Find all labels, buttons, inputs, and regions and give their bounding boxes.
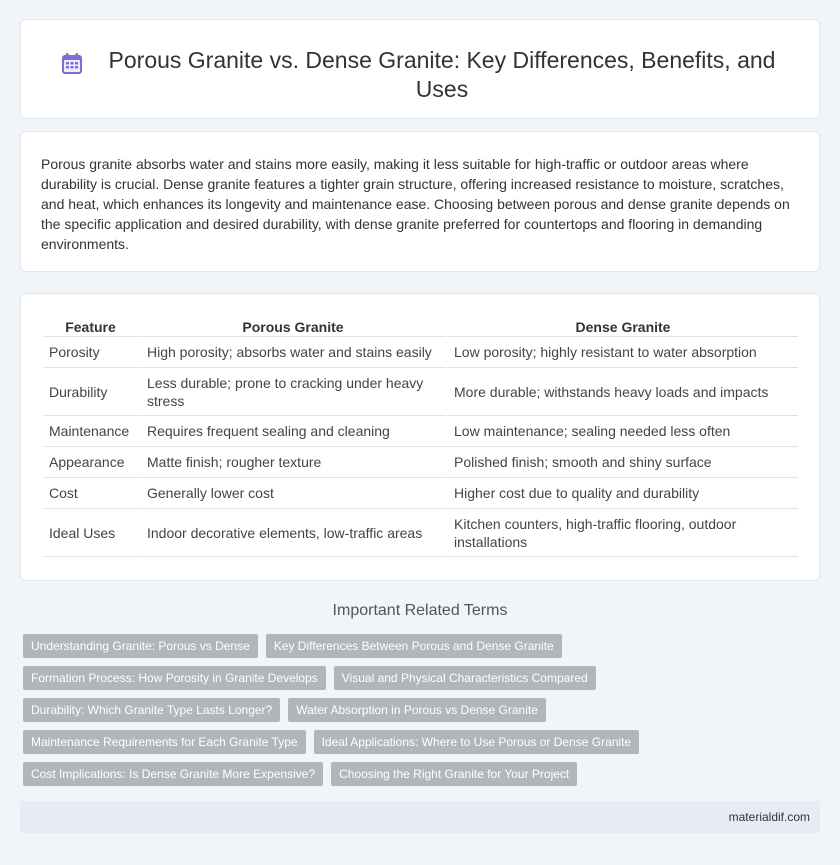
porous-cell: Less durable; prone to cracking under heavy stress [138, 368, 445, 416]
related-term-tag[interactable]: Key Differences Between Porous and Dense Granite [266, 634, 562, 658]
porous-cell: Generally lower cost [138, 478, 445, 509]
comparison-table [43, 313, 798, 557]
intro-paragraph: Porous granite absorbs water and stains more easily, making it less suitable for high-traffic or outdoor areas where durability is crucial. Dense granite features a tighter grain structure, offering increased resistance to moisture, scratches, and heat, which enhances its longevity and maintenance ease. Choosing between porous and dense granite depends on the specific application and desired durability, with dense granite preferred for countertops and flooring in demanding environments. [41, 156, 790, 252]
dense-cell: Higher cost due to quality and durability [445, 478, 798, 509]
related-terms-heading: Important Related Terms [332, 602, 508, 619]
feature-cell: Maintenance [43, 416, 138, 447]
related-term-tag[interactable]: Understanding Granite: Porous vs Dense [23, 634, 258, 658]
porous-cell: Requires frequent sealing and cleaning [138, 416, 445, 447]
tag-row [23, 762, 813, 786]
column-header: Dense Granite [445, 313, 798, 337]
feature-cell: Durability [43, 368, 138, 416]
tag-row [23, 730, 813, 754]
table-row [43, 509, 798, 557]
related-term-tag[interactable]: Maintenance Requirements for Each Granite Type [23, 730, 306, 754]
dense-cell: More durable; withstands heavy loads and impacts [445, 368, 798, 416]
table-row [43, 337, 798, 368]
intro-card [20, 131, 820, 272]
related-term-tag[interactable]: Formation Process: How Porosity in Granite Develops [23, 666, 326, 690]
related-terms-list [23, 634, 813, 794]
table-row [43, 416, 798, 447]
calendar-grid-icon [61, 53, 83, 75]
porous-cell: High porosity; absorbs water and stains easily [138, 337, 445, 368]
feature-cell: Ideal Uses [43, 509, 138, 557]
related-term-tag[interactable]: Visual and Physical Characteristics Compared [334, 666, 596, 690]
tag-row [23, 634, 813, 658]
footer-site-link[interactable]: materialdif.com [728, 810, 810, 824]
comparison-card [20, 293, 820, 581]
footer-bar [20, 801, 820, 833]
column-header: Feature [43, 313, 138, 337]
related-term-tag[interactable]: Ideal Applications: Where to Use Porous or Dense Granite [314, 730, 640, 754]
table-row [43, 478, 798, 509]
related-term-tag[interactable]: Cost Implications: Is Dense Granite More Expensive? [23, 762, 323, 786]
dense-cell: Low maintenance; sealing needed less often [445, 416, 798, 447]
related-term-tag[interactable]: Durability: Which Granite Type Lasts Longer? [23, 698, 280, 722]
column-header: Porous Granite [138, 313, 445, 337]
feature-cell: Porosity [43, 337, 138, 368]
feature-cell: Cost [43, 478, 138, 509]
page-title: Porous Granite vs. Dense Granite: Key Differences, Benefits, and Uses [108, 47, 776, 102]
related-term-tag[interactable]: Water Absorption in Porous vs Dense Granite [288, 698, 546, 722]
related-term-tag[interactable]: Choosing the Right Granite for Your Project [331, 762, 577, 786]
feature-cell: Appearance [43, 447, 138, 478]
dense-cell: Polished finish; smooth and shiny surface [445, 447, 798, 478]
tag-row [23, 666, 813, 690]
table-row [43, 368, 798, 416]
dense-cell: Kitchen counters, high-traffic flooring, outdoor installations [445, 509, 798, 557]
dense-cell: Low porosity; highly resistant to water absorption [445, 337, 798, 368]
table-row [43, 447, 798, 478]
porous-cell: Indoor decorative elements, low-traffic areas [138, 509, 445, 557]
table-header-row [43, 313, 798, 337]
porous-cell: Matte finish; rougher texture [138, 447, 445, 478]
title-card [20, 19, 820, 119]
tag-row [23, 698, 813, 722]
title-row [21, 20, 819, 104]
